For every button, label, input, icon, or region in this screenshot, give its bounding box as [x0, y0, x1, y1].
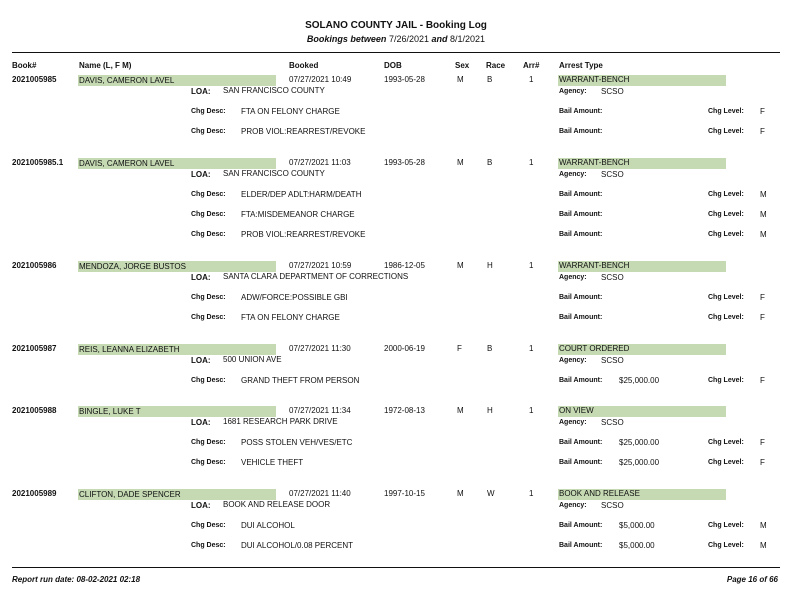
dob: 2000-06-19: [384, 344, 425, 353]
col-book: Book#: [12, 61, 37, 70]
booked-datetime: 07/27/2021 11:03: [289, 158, 351, 167]
chg-desc-value: GRAND THEFT FROM PERSON: [241, 376, 360, 385]
inmate-name: DAVIS, CAMERON LAVEL: [79, 159, 175, 168]
agency-label: Agency:: [559, 88, 587, 95]
chg-level-label: Chg Level:: [708, 108, 744, 115]
bail-amount-label: Bail Amount:: [559, 211, 603, 218]
race: B: [487, 158, 493, 167]
book-number: 2021005986: [12, 261, 57, 270]
booked-datetime: 07/27/2021 11:40: [289, 489, 351, 498]
chg-level-value: F: [760, 376, 765, 385]
agency-value: SCSO: [601, 418, 624, 427]
bail-amount-value: $5,000.00: [619, 541, 655, 550]
chg-desc-label: Chg Desc:: [191, 191, 226, 198]
date-from: 7/26/2021: [388, 34, 429, 44]
chg-desc-value: PROB VIOL:REARREST/REVOKE: [241, 230, 366, 239]
chg-desc-label: Chg Desc:: [191, 314, 226, 321]
dob: 1972-08-13: [384, 406, 425, 415]
sex: M: [457, 406, 464, 415]
chg-level-label: Chg Level:: [708, 459, 744, 466]
chg-level-label: Chg Level:: [708, 128, 744, 135]
chg-desc-label: Chg Desc:: [191, 377, 226, 384]
sex: M: [457, 489, 464, 498]
bail-amount-label: Bail Amount:: [559, 191, 603, 198]
inmate-name: CLIFTON, DADE SPENCER: [79, 490, 181, 499]
arrest-number: 1: [529, 344, 534, 353]
chg-desc-value: FTA ON FELONY CHARGE: [241, 313, 340, 322]
loa-value: SANTA CLARA DEPARTMENT OF CORRECTIONS: [223, 272, 409, 281]
chg-desc-label: Chg Desc:: [191, 439, 226, 446]
col-booked: Booked: [289, 61, 319, 70]
inmate-name: MENDOZA, JORGE BUSTOS: [79, 262, 186, 271]
loa-value: SAN FRANCISCO COUNTY: [223, 169, 325, 178]
header-rule: [12, 52, 780, 53]
agency-label: Agency:: [559, 419, 587, 426]
col-name: Name (L, F M): [79, 61, 132, 70]
race: W: [487, 489, 495, 498]
chg-level-label: Chg Level:: [708, 211, 744, 218]
sex: M: [457, 261, 464, 270]
col-sex: Sex: [455, 61, 470, 70]
sex: M: [457, 158, 464, 167]
race: H: [487, 261, 493, 270]
chg-desc-label: Chg Desc:: [191, 231, 226, 238]
booked-datetime: 07/27/2021 11:30: [289, 344, 351, 353]
chg-desc-label: Chg Desc:: [191, 459, 226, 466]
inmate-name: BINGLE, LUKE T: [79, 407, 141, 416]
book-number: 2021005988: [12, 406, 57, 415]
inmate-name: DAVIS, CAMERON LAVEL: [79, 76, 175, 85]
bail-amount-label: Bail Amount:: [559, 522, 603, 529]
report-run-date: Report run date: 08-02-2021 02:18: [12, 575, 141, 584]
chg-level-label: Chg Level:: [708, 231, 744, 238]
bail-amount-label: Bail Amount:: [559, 459, 603, 466]
booked-datetime: 07/27/2021 10:59: [289, 261, 352, 270]
chg-level-label: Chg Level:: [708, 542, 744, 549]
dob: 1993-05-28: [384, 158, 425, 167]
chg-level-value: M: [760, 521, 767, 530]
date-to: 8/1/2021: [450, 34, 486, 44]
book-number: 2021005989: [12, 489, 57, 498]
bail-amount-value: $25,000.00: [619, 458, 660, 467]
arrest-type: WARRANT-BENCH: [559, 261, 630, 270]
chg-level-value: F: [760, 438, 765, 447]
chg-desc-label: Chg Desc:: [191, 294, 226, 301]
chg-level-label: Chg Level:: [708, 377, 744, 384]
bail-amount-label: Bail Amount:: [559, 314, 603, 321]
sex: M: [457, 75, 464, 84]
sex: F: [457, 344, 462, 353]
bail-amount-value: $25,000.00: [619, 376, 660, 385]
chg-desc-value: POSS STOLEN VEH/VES/ETC: [241, 438, 353, 447]
book-number: 2021005985.1: [12, 158, 64, 167]
arrest-type: ON VIEW: [559, 406, 594, 415]
page-number: Page 16 of 66: [726, 575, 778, 584]
arrest-number: 1: [529, 158, 534, 167]
agency-label: Agency:: [559, 274, 587, 281]
agency-value: SCSO: [601, 273, 624, 282]
chg-desc-label: Chg Desc:: [191, 128, 226, 135]
chg-level-value: M: [760, 190, 767, 199]
bail-amount-value: $5,000.00: [619, 521, 655, 530]
chg-level-label: Chg Level:: [708, 191, 744, 198]
arrest-number: 1: [529, 75, 534, 84]
agency-label: Agency:: [559, 357, 587, 364]
col-arr: Arr#: [523, 61, 540, 70]
chg-desc-label: Chg Desc:: [191, 542, 226, 549]
report-title: SOLANO COUNTY JAIL - Booking Log: [305, 20, 487, 31]
chg-desc-value: ELDER/DEP ADLT:HARM/DEATH: [241, 190, 362, 199]
chg-desc-label: Chg Desc:: [191, 108, 226, 115]
chg-desc-value: ADW/FORCE:POSSIBLE GBI: [241, 293, 348, 302]
agency-label: Agency:: [559, 502, 587, 509]
chg-level-label: Chg Level:: [708, 439, 744, 446]
inmate-name: REIS, LEANNA ELIZABETH: [79, 345, 180, 354]
race: B: [487, 75, 493, 84]
loa-label: LOA:: [191, 356, 211, 365]
arrest-number: 1: [529, 261, 534, 270]
arrest-type: COURT ORDERED: [559, 344, 630, 353]
bail-amount-label: Bail Amount:: [559, 439, 603, 446]
loa-label: LOA:: [191, 273, 211, 282]
loa-value: 500 UNION AVE: [223, 355, 282, 364]
book-number: 2021005985: [12, 75, 57, 84]
race: B: [487, 344, 493, 353]
chg-level-value: F: [760, 313, 765, 322]
chg-level-label: Chg Level:: [708, 314, 744, 321]
loa-label: LOA:: [191, 501, 211, 510]
chg-level-value: M: [760, 541, 767, 550]
loa-value: 1681 RESEARCH PARK DRIVE: [223, 417, 338, 426]
arrest-number: 1: [529, 489, 534, 498]
arrest-type: BOOK AND RELEASE: [559, 489, 640, 498]
report-subtitle: [0, 34, 792, 44]
chg-desc-value: FTA ON FELONY CHARGE: [241, 107, 340, 116]
race: H: [487, 406, 493, 415]
book-number: 2021005987: [12, 344, 57, 353]
chg-desc-value: DUI ALCOHOL/0.08 PERCENT: [241, 541, 354, 550]
chg-level-value: F: [760, 293, 765, 302]
chg-level-value: F: [760, 127, 765, 136]
chg-desc-label: Chg Desc:: [191, 211, 226, 218]
agency-value: SCSO: [601, 87, 624, 96]
bail-amount-label: Bail Amount:: [559, 128, 603, 135]
chg-level-value: M: [760, 230, 767, 239]
bail-amount-label: Bail Amount:: [559, 377, 603, 384]
dob: 1997-10-15: [384, 489, 425, 498]
bail-amount-label: Bail Amount:: [559, 294, 603, 301]
bail-amount-label: Bail Amount:: [559, 231, 603, 238]
agency-value: SCSO: [601, 170, 624, 179]
chg-level-value: F: [760, 458, 765, 467]
arrest-type: WARRANT-BENCH: [559, 158, 630, 167]
chg-level-value: F: [760, 107, 765, 116]
dob: 1986-12-05: [384, 261, 425, 270]
col-race: Race: [486, 61, 506, 70]
chg-desc-label: Chg Desc:: [191, 522, 226, 529]
col-dob: DOB: [384, 61, 402, 70]
arrest-type: WARRANT-BENCH: [559, 75, 630, 84]
dob: 1993-05-28: [384, 75, 425, 84]
subtitle-prefix: Bookings between: [306, 34, 387, 44]
subtitle-and: and: [431, 34, 448, 44]
loa-label: LOA:: [191, 418, 211, 427]
loa-value: SAN FRANCISCO COUNTY: [223, 86, 325, 95]
loa-value: BOOK AND RELEASE DOOR: [223, 500, 331, 509]
loa-label: LOA:: [191, 87, 211, 96]
footer-rule: [12, 567, 780, 568]
loa-label: LOA:: [191, 170, 211, 179]
chg-desc-value: VEHICLE THEFT: [241, 458, 304, 467]
chg-desc-value: PROB VIOL:REARREST/REVOKE: [241, 127, 366, 136]
agency-value: SCSO: [601, 501, 624, 510]
booked-datetime: 07/27/2021 11:34: [289, 406, 351, 415]
chg-level-label: Chg Level:: [708, 522, 744, 529]
agency-label: Agency:: [559, 171, 587, 178]
booked-datetime: 07/27/2021 10:49: [289, 75, 352, 84]
chg-desc-value: DUI ALCOHOL: [241, 521, 295, 530]
chg-level-value: M: [760, 210, 767, 219]
bail-amount-label: Bail Amount:: [559, 108, 603, 115]
agency-value: SCSO: [601, 356, 624, 365]
chg-level-label: Chg Level:: [708, 294, 744, 301]
arrest-number: 1: [529, 406, 534, 415]
chg-desc-value: FTA:MISDEMEANOR CHARGE: [241, 210, 355, 219]
bail-amount-value: $25,000.00: [619, 438, 660, 447]
bail-amount-label: Bail Amount:: [559, 542, 603, 549]
col-arrest-type: Arrest Type: [559, 61, 603, 70]
